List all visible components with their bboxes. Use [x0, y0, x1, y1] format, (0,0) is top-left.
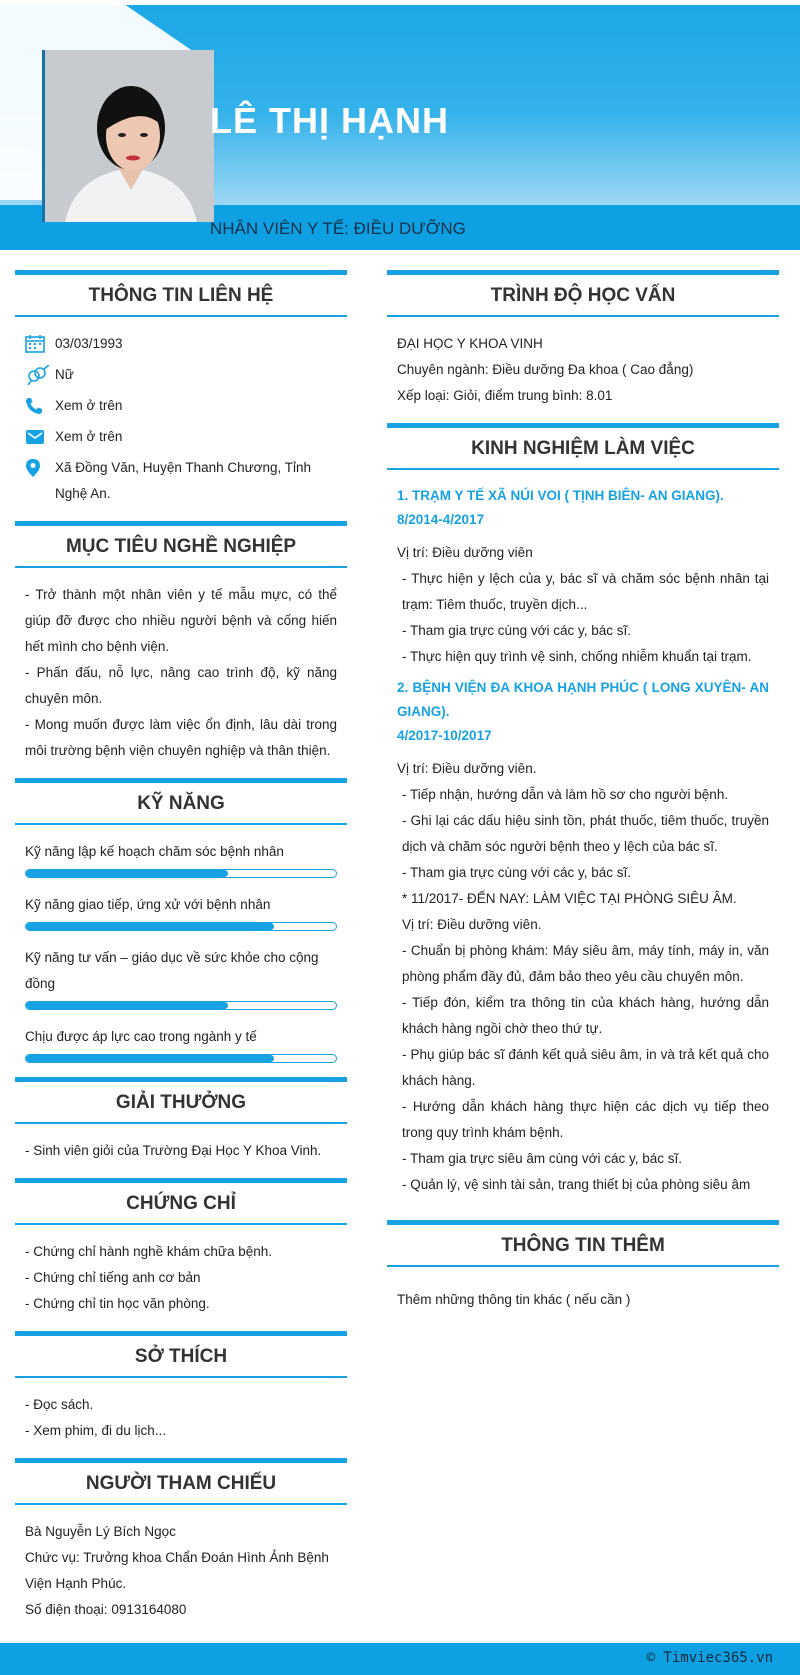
profile-photo-image: [45, 50, 214, 222]
job-period: 8/2014-4/2017: [397, 512, 485, 527]
job-line: - Tiếp đón, kiểm tra thông tin của khách hàng, hướng dẫn khách hàng ngồi chờ theo thứ tự.: [402, 995, 769, 1036]
contact-text: Xem ở trên: [55, 429, 123, 444]
skill-bar: [25, 1054, 337, 1063]
contact-address: [25, 455, 337, 507]
contact-gender: [25, 362, 337, 388]
hobbies-section: [15, 1331, 347, 1444]
contact-text: Xem ở trên: [55, 398, 123, 413]
objective-section: [15, 521, 347, 764]
objective-line: - Trở thành một nhân viên y tế mẫu mực, có thể giúp đỡ được cho nhiều người bệnh và cống hiến hết mình cho bệnh viện.: [25, 587, 337, 654]
skill-item: [25, 1024, 337, 1063]
hobby-line: - Xem phim, đi du lịch...: [25, 1423, 167, 1438]
cv-header: [0, 0, 800, 250]
job-line: - Phụ giúp bác sĩ đánh kết quả siêu âm, in và trả kết quả cho khách hàng.: [402, 1047, 769, 1088]
skill-bar: [25, 869, 337, 878]
contact-section: [15, 270, 347, 507]
job-line: - Tham gia trực cùng với các y, bác sĩ.: [402, 623, 631, 638]
footer-bar: [0, 1643, 800, 1675]
certificates-section: [15, 1178, 347, 1317]
skill-bar-fill: [26, 1002, 228, 1009]
section-title: THÔNG TIN THÊM: [387, 1220, 779, 1267]
profile-photo: [42, 50, 214, 222]
objective-body: [15, 582, 347, 764]
section-title: MỤC TIÊU NGHỀ NGHIỆP: [15, 521, 347, 568]
job-line: * 11/2017- ĐẾN NAY: LÀM VIỆC TẠI PHÒNG SIÊU ÂM.: [402, 891, 737, 906]
job-line: - Ghi lại các dấu hiệu sinh tồn, phát thuốc, tiêm thuốc, truyền dịch và chăm sóc người bệnh theo y lệch của bác sĩ.: [402, 813, 769, 854]
job-heading: 2. BỆNH VIỆN ĐA KHOA HẠNH PHÚC ( LONG XUYÊN- AN GIANG).: [397, 680, 769, 719]
job-line: - Tham gia trực cùng với các y, bác sĩ.: [402, 865, 631, 880]
phone-icon: [25, 393, 55, 419]
additional-info-section: [387, 1220, 779, 1313]
job-line: - Thực hiện quy trình vệ sinh, chống nhiễm khuẩn tại trạm.: [402, 649, 752, 664]
skill-bar: [25, 1001, 337, 1010]
candidate-name: LÊ THỊ HẠNH: [210, 100, 449, 141]
skill-name: Kỹ năng tư vấn – giáo dục về sức khỏe cho cộng đồng: [25, 950, 319, 991]
skill-item: [25, 945, 337, 1010]
certificate-line: - Chứng chỉ tiếng anh cơ bản: [25, 1270, 201, 1285]
experience-section: [387, 423, 779, 1198]
candidate-job-title: NHÂN VIÊN Y TẾ: ĐIỀU DƯỠNG: [210, 219, 466, 238]
objective-line: - Phấn đấu, nỗ lực, nâng cao trình độ, kỹ năng chuyên môn.: [25, 665, 337, 706]
certificate-line: - Chứng chỉ hành nghề khám chữa bệnh.: [25, 1244, 272, 1259]
reference-line: Chức vụ: Trưởng khoa Chẩn Đoán Hình Ảnh Bệnh Viện Hạnh Phúc.: [25, 1550, 329, 1591]
section-title: THÔNG TIN LIÊN HỆ: [15, 270, 347, 317]
email-icon: [25, 424, 55, 450]
job-line: - Tham gia trực siêu âm cùng với các y, bác sĩ.: [402, 1151, 682, 1166]
job-period: 4/2017-10/2017: [397, 728, 492, 743]
calendar-icon: [25, 331, 55, 357]
skills-section: [15, 778, 347, 1063]
job-line: - Quản lý, vệ sinh tài sản, trang thiết bị của phòng siêu âm: [402, 1177, 751, 1192]
award-line: - Sinh viên giỏi của Trường Đại Học Y Khoa Vinh.: [25, 1143, 322, 1158]
job-line: Vị trí: Điều dưỡng viên.: [397, 761, 537, 776]
skill-bar-fill: [26, 923, 274, 930]
job-line: - Chuẩn bị phòng khám: Máy siêu âm, máy tính, máy in, văn phòng phẩm đầy đủ, đảm bảo theo yêu cầu chuyên môn.: [402, 943, 769, 984]
footer-copyright[interactable]: © Timviec365.vn: [646, 1650, 773, 1666]
references-section: [15, 1458, 347, 1623]
contact-text: Xã Đồng Văn, Huyện Thanh Chương, Tỉnh Nghệ An.: [55, 460, 312, 501]
skill-name: Kỹ năng giao tiếp, ứng xử với bệnh nhân: [25, 897, 271, 912]
certificates-body: [15, 1239, 347, 1317]
education-line: Xếp loại: Giỏi, điểm trung bình: 8.01: [397, 388, 613, 403]
section-title: GIẢI THƯỞNG: [15, 1077, 347, 1124]
education-section: [387, 270, 779, 409]
additional-info-body: [387, 1281, 779, 1313]
section-title: KINH NGHIỆM LÀM VIỆC: [387, 423, 779, 470]
job-line: - Hướng dẫn khách hàng thực hiện các dịch vụ tiếp theo trong quy trình khám bệnh.: [402, 1099, 769, 1140]
skill-name: Kỹ năng lập kế hoạch chăm sóc bệnh nhân: [25, 844, 284, 859]
right-column: [387, 270, 779, 1327]
contact-list: [15, 331, 347, 507]
section-title: NGƯỜI THAM CHIẾU: [15, 1458, 347, 1505]
job-line: Vị trí: Điều dưỡng viên.: [402, 917, 542, 932]
section-title: KỸ NĂNG: [15, 778, 347, 825]
awards-body: [15, 1138, 347, 1164]
location-icon: [25, 455, 55, 481]
skill-bar: [25, 922, 337, 931]
education-line: ĐẠI HỌC Y KHOA VINH: [397, 336, 543, 351]
job-line: - Thực hiện y lệch của y, bác sĩ và chăm sóc bệnh nhân tại trạm: Tiêm thuốc, truyền dịch...: [402, 571, 769, 612]
section-title: SỞ THÍCH: [15, 1331, 347, 1378]
objective-line: - Mong muốn được làm việc ổn định, lâu dài trong môi trường bệnh viện chuyên nghiệp và thân thiện.: [25, 717, 337, 758]
skills-list: [15, 839, 347, 1063]
section-title: CHỨNG CHỈ: [15, 1178, 347, 1225]
contact-email: [25, 424, 337, 450]
skill-name: Chịu được áp lực cao trong ngành y tế: [25, 1029, 257, 1044]
skill-bar-fill: [26, 870, 228, 877]
section-title: TRÌNH ĐỘ HỌC VẤN: [387, 270, 779, 317]
job-line: - Tiếp nhận, hướng dẫn và làm hồ sơ cho người bệnh.: [402, 787, 729, 802]
references-body: [15, 1519, 347, 1623]
gender-icon: [25, 362, 55, 388]
skill-item: [25, 892, 337, 931]
job-heading: 1. TRẠM Y TẾ XÃ NÚI VOI ( TỊNH BIÊN- AN GIANG).: [397, 488, 724, 503]
additional-info-text: Thêm những thông tin khác ( nếu cần ): [397, 1292, 631, 1307]
experience-body: [387, 484, 779, 1198]
education-line: Chuyên ngành: Điều dưỡng Đa khoa ( Cao đẳng): [397, 362, 694, 377]
reference-line: Số điện thoại: 0913164080: [25, 1602, 187, 1617]
certificate-line: - Chứng chỉ tin học văn phòng.: [25, 1296, 210, 1311]
skill-bar-fill: [26, 1055, 274, 1062]
contact-text: Nữ: [55, 367, 74, 382]
hobby-line: - Đọc sách.: [25, 1397, 94, 1412]
job-line: Vị trí: Điều dưỡng viên: [397, 545, 533, 560]
contact-birthdate: [25, 331, 337, 357]
education-body: [387, 331, 779, 409]
contact-phone: [25, 393, 337, 419]
contact-text: 03/03/1993: [55, 336, 123, 351]
skill-item: [25, 839, 337, 878]
hobbies-body: [15, 1392, 347, 1444]
awards-section: [15, 1077, 347, 1164]
reference-line: Bà Nguyễn Lý Bích Ngọc: [25, 1524, 176, 1539]
left-column: [15, 270, 347, 1637]
